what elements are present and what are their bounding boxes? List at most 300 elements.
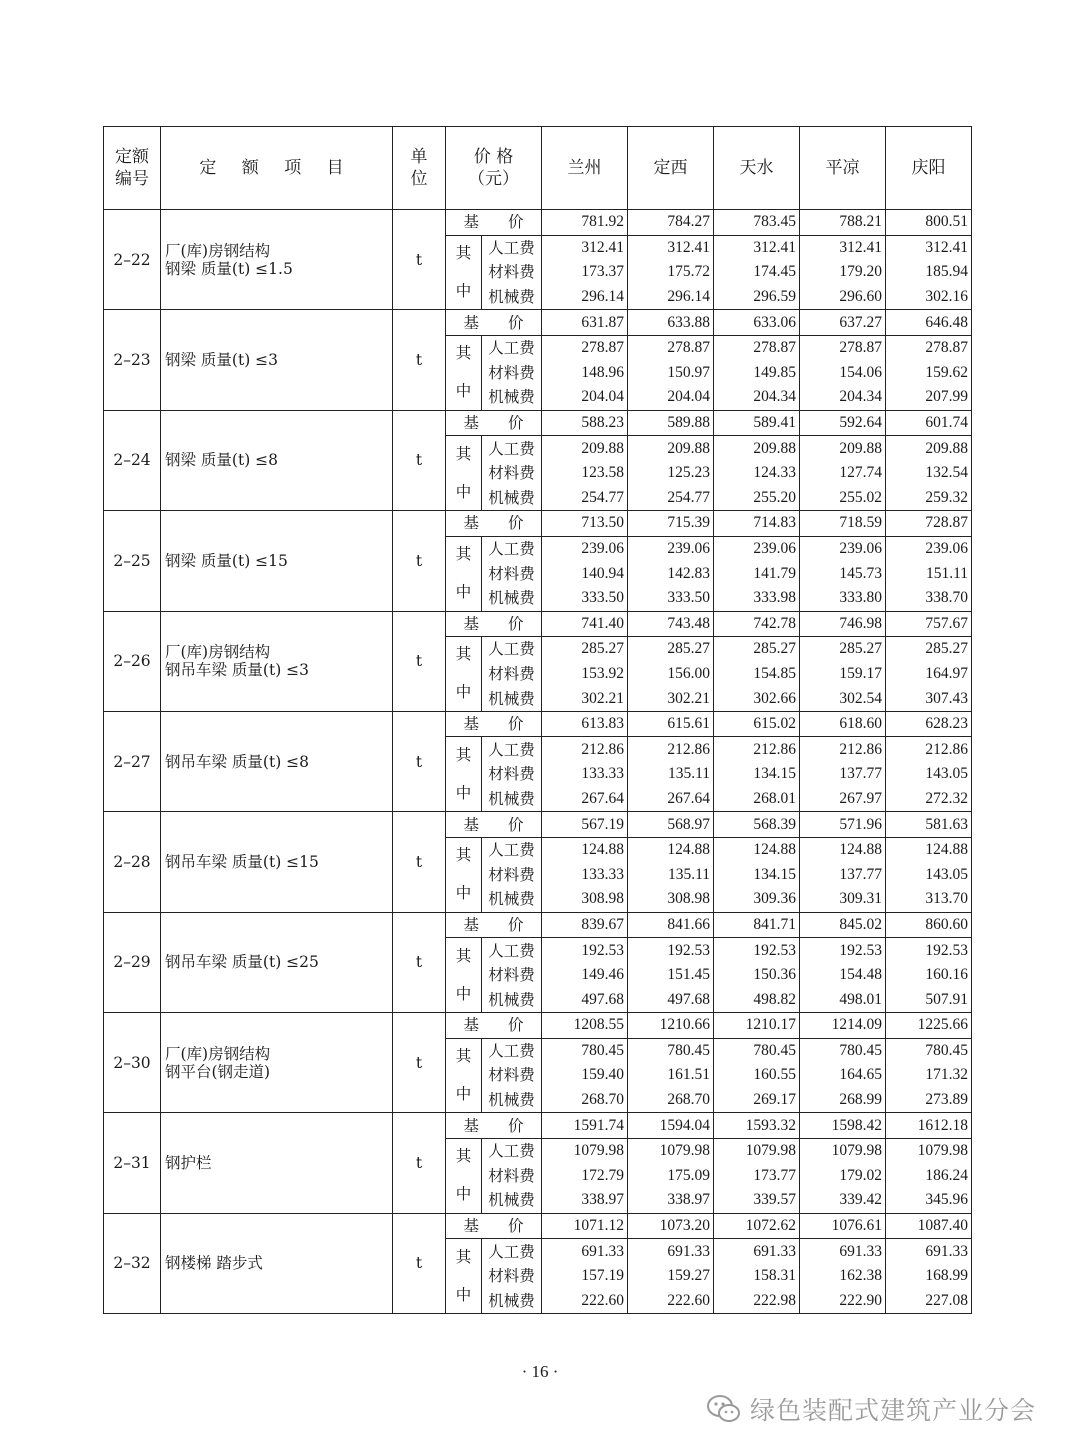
machine-cost-value: 259.32 [886,486,972,511]
base-price-value: 633.06 [714,310,800,336]
base-price-value: 567.19 [542,812,628,838]
labor-cost-value: 124.88 [800,837,886,862]
header-item: 定 额 项 目 [161,127,393,210]
machine-cost-value: 309.36 [714,887,800,912]
quota-price-table [103,126,972,1314]
machine-cost-label: 机械费 [482,686,542,711]
material-cost-label: 材料费 [482,561,542,586]
machine-cost-value: 273.89 [886,1088,972,1113]
machine-cost-value: 296.60 [800,285,886,310]
base-price-label: 基 价 [446,711,542,737]
quota-row-base [104,611,972,637]
base-price-value: 631.87 [542,310,628,336]
quota-row-base [104,1013,972,1039]
base-price-label: 基 价 [446,511,542,537]
header-city: 天水 [714,127,800,210]
machine-cost-label: 机械费 [482,586,542,611]
machine-cost-value: 309.31 [800,887,886,912]
machine-cost-value: 204.34 [800,385,886,410]
quota-row-base [104,812,972,838]
base-price-value: 1072.62 [714,1213,800,1239]
labor-cost-label: 人工费 [482,1138,542,1163]
base-price-value: 788.21 [800,210,886,236]
base-price-value: 1210.17 [714,1013,800,1039]
labor-cost-value: 691.33 [714,1239,800,1264]
base-price-value: 589.41 [714,410,800,436]
base-price-label: 基 价 [446,1113,542,1139]
material-cost-value: 135.11 [628,762,714,787]
quota-unit: t [393,812,446,912]
quota-unit: t [393,310,446,410]
material-cost-value: 127.74 [800,461,886,486]
machine-cost-label: 机械费 [482,1188,542,1213]
machine-cost-value: 222.60 [542,1289,628,1314]
labor-cost-value: 239.06 [542,536,628,561]
labor-cost-value: 312.41 [800,235,886,260]
base-price-value: 581.63 [886,812,972,838]
quota-code: 2–22 [104,210,161,310]
base-price-value: 715.39 [628,511,714,537]
machine-cost-value: 296.14 [542,285,628,310]
labor-cost-value: 278.87 [542,335,628,360]
base-price-value: 1593.32 [714,1113,800,1139]
machine-cost-value: 302.21 [628,686,714,711]
machine-cost-value: 339.57 [714,1188,800,1213]
machine-cost-value: 254.77 [628,486,714,511]
breakdown-label: 其 中 [446,235,482,310]
material-cost-value: 134.15 [714,862,800,887]
labor-cost-value: 691.33 [800,1239,886,1264]
labor-cost-value: 278.87 [628,335,714,360]
quota-row-base [104,711,972,737]
labor-cost-value: 124.88 [714,837,800,862]
base-price-value: 1071.12 [542,1213,628,1239]
base-price-label: 基 价 [446,611,542,637]
base-price-value: 618.60 [800,711,886,737]
base-price-value: 713.50 [542,511,628,537]
quota-row-base [104,1113,972,1139]
labor-cost-value: 312.41 [628,235,714,260]
quota-unit: t [393,1013,446,1113]
labor-cost-value: 278.87 [800,335,886,360]
machine-cost-value: 204.04 [628,385,714,410]
labor-cost-value: 239.06 [886,536,972,561]
material-cost-value: 149.46 [542,963,628,988]
base-price-value: 1225.66 [886,1013,972,1039]
quota-item: 钢楼梯 踏步式 [161,1213,393,1313]
base-price-value: 728.87 [886,511,972,537]
labor-cost-value: 1079.98 [628,1138,714,1163]
machine-cost-value: 296.59 [714,285,800,310]
quota-row-base [104,912,972,938]
material-cost-value: 137.77 [800,762,886,787]
base-price-value: 1612.18 [886,1113,972,1139]
machine-cost-value: 267.64 [628,787,714,812]
labor-cost-value: 209.88 [714,436,800,461]
quota-item: 钢梁 质量(t) ≤15 [161,511,393,611]
material-cost-value: 135.11 [628,862,714,887]
material-cost-value: 154.06 [800,361,886,386]
machine-cost-value: 308.98 [542,887,628,912]
material-cost-value: 158.31 [714,1264,800,1289]
quota-unit: t [393,1113,446,1213]
labor-cost-value: 691.33 [628,1239,714,1264]
labor-cost-label: 人工费 [482,536,542,561]
labor-cost-value: 124.88 [886,837,972,862]
machine-cost-label: 机械费 [482,987,542,1012]
machine-cost-value: 302.21 [542,686,628,711]
base-price-label: 基 价 [446,1013,542,1039]
base-price-value: 1210.66 [628,1013,714,1039]
quota-unit: t [393,1213,446,1313]
labor-cost-value: 239.06 [628,536,714,561]
material-cost-label: 材料费 [482,1164,542,1189]
labor-cost-value: 1079.98 [800,1138,886,1163]
material-cost-value: 173.37 [542,260,628,285]
base-price-label: 基 价 [446,812,542,838]
base-price-value: 571.96 [800,812,886,838]
material-cost-value: 186.24 [886,1164,972,1189]
machine-cost-value: 339.42 [800,1188,886,1213]
material-cost-value: 141.79 [714,561,800,586]
header-city: 兰州 [542,127,628,210]
quota-unit: t [393,210,446,310]
base-price-value: 714.83 [714,511,800,537]
machine-cost-value: 255.02 [800,486,886,511]
quota-row-base [104,210,972,236]
base-price-value: 633.88 [628,310,714,336]
quota-item: 厂(库)房钢结构 钢平台(钢走道) [161,1013,393,1113]
quota-code: 2–26 [104,611,161,711]
machine-cost-label: 机械费 [482,787,542,812]
base-price-value: 743.48 [628,611,714,637]
material-cost-value: 172.79 [542,1164,628,1189]
machine-cost-value: 222.90 [800,1289,886,1314]
material-cost-value: 159.17 [800,662,886,687]
labor-cost-value: 209.88 [628,436,714,461]
base-price-value: 588.23 [542,410,628,436]
table-body [104,210,972,1314]
header-city: 平凉 [800,127,886,210]
quota-unit: t [393,912,446,1012]
material-cost-value: 159.40 [542,1063,628,1088]
labor-cost-value: 192.53 [714,938,800,963]
labor-cost-value: 212.86 [800,737,886,762]
quota-item: 钢护栏 [161,1113,393,1213]
labor-cost-value: 124.88 [542,837,628,862]
labor-cost-label: 人工费 [482,637,542,662]
labor-cost-value: 192.53 [800,938,886,963]
material-cost-value: 150.97 [628,361,714,386]
quota-row-base [104,1213,972,1239]
machine-cost-value: 207.99 [886,385,972,410]
breakdown-label: 其 中 [446,938,482,1013]
material-cost-label: 材料费 [482,1264,542,1289]
base-price-value: 1087.40 [886,1213,972,1239]
labor-cost-value: 1079.98 [886,1138,972,1163]
base-price-label: 基 价 [446,1213,542,1239]
machine-cost-value: 333.50 [542,586,628,611]
labor-cost-value: 209.88 [800,436,886,461]
labor-cost-value: 1079.98 [542,1138,628,1163]
machine-cost-value: 307.43 [886,686,972,711]
quota-code: 2–29 [104,912,161,1012]
quota-unit: t [393,511,446,611]
labor-cost-value: 239.06 [714,536,800,561]
material-cost-label: 材料费 [482,662,542,687]
base-price-value: 1214.09 [800,1013,886,1039]
machine-cost-value: 308.98 [628,887,714,912]
quota-item: 钢吊车梁 质量(t) ≤8 [161,711,393,811]
labor-cost-value: 780.45 [628,1038,714,1063]
material-cost-value: 156.00 [628,662,714,687]
machine-cost-label: 机械费 [482,887,542,912]
labor-cost-value: 239.06 [800,536,886,561]
base-price-value: 860.60 [886,912,972,938]
quota-unit: t [393,711,446,811]
material-cost-value: 151.11 [886,561,972,586]
labor-cost-label: 人工费 [482,1239,542,1264]
base-price-value: 1208.55 [542,1013,628,1039]
labor-cost-value: 124.88 [628,837,714,862]
labor-cost-value: 192.53 [628,938,714,963]
quota-code: 2–24 [104,410,161,510]
material-cost-value: 185.94 [886,260,972,285]
labor-cost-value: 285.27 [886,637,972,662]
machine-cost-label: 机械费 [482,285,542,310]
material-cost-value: 125.23 [628,461,714,486]
material-cost-value: 161.51 [628,1063,714,1088]
labor-cost-value: 780.45 [886,1038,972,1063]
base-price-value: 781.92 [542,210,628,236]
base-price-value: 783.45 [714,210,800,236]
material-cost-value: 164.97 [886,662,972,687]
quota-code: 2–31 [104,1113,161,1213]
quota-row-base [104,410,972,436]
machine-cost-value: 302.66 [714,686,800,711]
machine-cost-value: 296.14 [628,285,714,310]
machine-cost-value: 268.99 [800,1088,886,1113]
material-cost-label: 材料费 [482,963,542,988]
quota-row-base [104,511,972,537]
material-cost-value: 124.33 [714,461,800,486]
material-cost-value: 133.33 [542,862,628,887]
quota-code: 2–32 [104,1213,161,1313]
labor-cost-value: 212.86 [886,737,972,762]
labor-cost-value: 285.27 [800,637,886,662]
base-price-value: 839.67 [542,912,628,938]
labor-cost-value: 312.41 [886,235,972,260]
table-header-row [104,127,972,210]
labor-cost-value: 780.45 [542,1038,628,1063]
machine-cost-value: 254.77 [542,486,628,511]
machine-cost-value: 333.98 [714,586,800,611]
labor-cost-value: 691.33 [886,1239,972,1264]
material-cost-value: 168.99 [886,1264,972,1289]
base-price-label: 基 价 [446,310,542,336]
machine-cost-value: 498.01 [800,987,886,1012]
breakdown-label: 其 中 [446,536,482,611]
material-cost-value: 143.05 [886,862,972,887]
labor-cost-value: 278.87 [714,335,800,360]
watermark [706,1392,1036,1426]
base-price-value: 589.88 [628,410,714,436]
base-price-value: 615.61 [628,711,714,737]
machine-cost-label: 机械费 [482,1289,542,1314]
quota-item: 厂(库)房钢结构 钢梁 质量(t) ≤1.5 [161,210,393,310]
base-price-value: 746.98 [800,611,886,637]
material-cost-value: 134.15 [714,762,800,787]
breakdown-label: 其 中 [446,837,482,912]
base-price-value: 615.02 [714,711,800,737]
material-cost-value: 159.27 [628,1264,714,1289]
machine-cost-value: 333.80 [800,586,886,611]
quota-item: 钢梁 质量(t) ≤8 [161,410,393,510]
material-cost-label: 材料费 [482,862,542,887]
header-city: 庆阳 [886,127,972,210]
material-cost-value: 179.20 [800,260,886,285]
base-price-value: 841.66 [628,912,714,938]
material-cost-value: 140.94 [542,561,628,586]
base-price-label: 基 价 [446,912,542,938]
material-cost-label: 材料费 [482,361,542,386]
wechat-icon [706,1394,742,1424]
material-cost-label: 材料费 [482,1063,542,1088]
base-price-value: 1598.42 [800,1113,886,1139]
material-cost-label: 材料费 [482,762,542,787]
material-cost-value: 174.45 [714,260,800,285]
machine-cost-value: 204.04 [542,385,628,410]
machine-cost-value: 227.08 [886,1289,972,1314]
header-price: 价 格 （元） [446,127,542,210]
material-cost-value: 157.19 [542,1264,628,1289]
machine-cost-value: 222.60 [628,1289,714,1314]
material-cost-value: 160.16 [886,963,972,988]
material-cost-value: 179.02 [800,1164,886,1189]
breakdown-label: 其 中 [446,1038,482,1113]
base-price-value: 637.27 [800,310,886,336]
machine-cost-value: 268.70 [542,1088,628,1113]
base-price-value: 845.02 [800,912,886,938]
labor-cost-value: 209.88 [542,436,628,461]
base-price-label: 基 价 [446,210,542,236]
base-price-value: 646.48 [886,310,972,336]
base-price-value: 1591.74 [542,1113,628,1139]
base-price-value: 742.78 [714,611,800,637]
labor-cost-value: 285.27 [542,637,628,662]
machine-cost-value: 204.34 [714,385,800,410]
header-unit: 单 位 [393,127,446,210]
breakdown-label: 其 中 [446,1138,482,1213]
breakdown-label: 其 中 [446,436,482,511]
material-cost-value: 175.72 [628,260,714,285]
labor-cost-value: 312.41 [714,235,800,260]
watermark-text: 绿色装配式建筑产业分会 [750,1396,1037,1425]
material-cost-value: 137.77 [800,862,886,887]
machine-cost-value: 267.64 [542,787,628,812]
material-cost-value: 143.05 [886,762,972,787]
machine-cost-value: 255.20 [714,486,800,511]
base-price-value: 568.97 [628,812,714,838]
material-cost-label: 材料费 [482,461,542,486]
machine-cost-value: 222.98 [714,1289,800,1314]
material-cost-value: 153.92 [542,662,628,687]
machine-cost-value: 338.70 [886,586,972,611]
machine-cost-value: 268.70 [628,1088,714,1113]
machine-cost-value: 338.97 [628,1188,714,1213]
labor-cost-value: 212.86 [542,737,628,762]
base-price-value: 784.27 [628,210,714,236]
machine-cost-value: 498.82 [714,987,800,1012]
labor-cost-label: 人工费 [482,837,542,862]
base-price-value: 800.51 [886,210,972,236]
material-cost-value: 171.32 [886,1063,972,1088]
material-cost-value: 154.48 [800,963,886,988]
material-cost-value: 159.62 [886,361,972,386]
quota-unit: t [393,611,446,711]
material-cost-value: 175.09 [628,1164,714,1189]
material-cost-value: 132.54 [886,461,972,486]
machine-cost-value: 497.68 [628,987,714,1012]
labor-cost-label: 人工费 [482,938,542,963]
header-city: 定西 [628,127,714,210]
machine-cost-value: 345.96 [886,1188,972,1213]
labor-cost-value: 212.86 [628,737,714,762]
quota-item: 钢梁 质量(t) ≤3 [161,310,393,410]
quota-code: 2–28 [104,812,161,912]
machine-cost-label: 机械费 [482,385,542,410]
labor-cost-value: 691.33 [542,1239,628,1264]
quota-code: 2–23 [104,310,161,410]
machine-cost-value: 313.70 [886,887,972,912]
quota-unit: t [393,410,446,510]
material-cost-value: 160.55 [714,1063,800,1088]
labor-cost-value: 780.45 [800,1038,886,1063]
machine-cost-value: 269.17 [714,1088,800,1113]
labor-cost-value: 278.87 [886,335,972,360]
labor-cost-value: 212.86 [714,737,800,762]
breakdown-label: 其 中 [446,637,482,712]
material-cost-value: 151.45 [628,963,714,988]
labor-cost-value: 209.88 [886,436,972,461]
machine-cost-value: 302.16 [886,285,972,310]
machine-cost-value: 302.54 [800,686,886,711]
header-code: 定额 编号 [104,127,161,210]
labor-cost-label: 人工费 [482,235,542,260]
material-cost-value: 133.33 [542,762,628,787]
labor-cost-value: 780.45 [714,1038,800,1063]
base-price-value: 718.59 [800,511,886,537]
base-price-value: 1073.20 [628,1213,714,1239]
breakdown-label: 其 中 [446,1239,482,1314]
labor-cost-value: 192.53 [542,938,628,963]
quota-item: 钢吊车梁 质量(t) ≤15 [161,812,393,912]
material-cost-value: 150.36 [714,963,800,988]
base-price-value: 757.67 [886,611,972,637]
material-cost-value: 142.83 [628,561,714,586]
quota-code: 2–27 [104,711,161,811]
machine-cost-value: 497.68 [542,987,628,1012]
labor-cost-label: 人工费 [482,1038,542,1063]
breakdown-label: 其 中 [446,335,482,410]
breakdown-label: 其 中 [446,737,482,812]
labor-cost-value: 285.27 [714,637,800,662]
base-price-label: 基 价 [446,410,542,436]
quota-code: 2–25 [104,511,161,611]
base-price-value: 741.40 [542,611,628,637]
labor-cost-value: 312.41 [542,235,628,260]
base-price-value: 592.64 [800,410,886,436]
